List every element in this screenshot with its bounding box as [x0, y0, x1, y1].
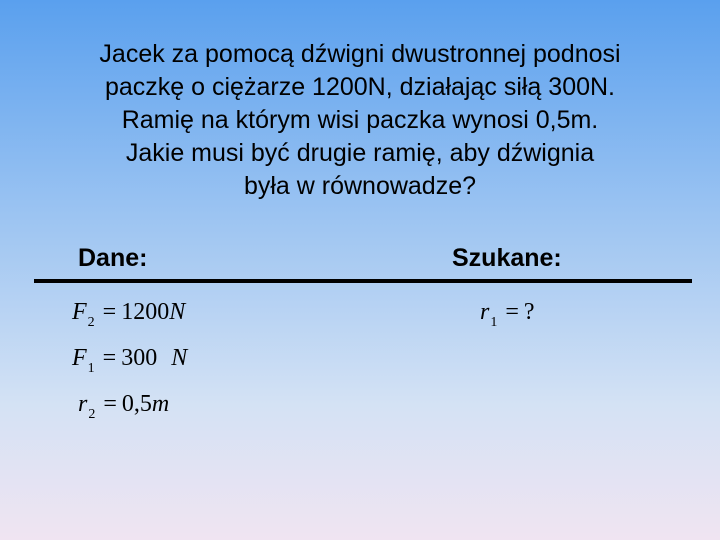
problem-statement: [40, 38, 680, 203]
divider-line: [34, 279, 692, 283]
formula-subscript: 2: [87, 315, 95, 330]
formula-equals: =: [103, 391, 117, 417]
problem-line: Jakie musi być drugie ramię, aby dźwignia: [125, 139, 595, 167]
given-heading: Dane:: [78, 244, 148, 272]
formula-equals: =: [102, 299, 117, 325]
formula-variable: r: [78, 391, 88, 417]
formula-subscript: 2: [88, 407, 96, 422]
formula-value: 300: [121, 345, 158, 371]
formula-unit: N: [169, 299, 186, 325]
problem-line: była w równowadze?: [243, 172, 477, 200]
formula-value: 1200: [121, 299, 170, 325]
formula-subscript: 1: [87, 361, 95, 376]
formula-variable: r: [480, 299, 490, 325]
problem-line: Jacek za pomocą dźwigni dwustronnej podnosi: [99, 40, 621, 68]
problem-line: paczkę o ciężarze 1200N, działając siłą 300N.: [105, 73, 615, 101]
formula-arm-1-unknown: [480, 298, 535, 330]
formula-equals: =: [102, 345, 117, 371]
formula-force-1: [72, 344, 187, 376]
formula-unit: m: [151, 391, 170, 417]
formula-unit: N: [171, 345, 188, 371]
formula-arm-2: [78, 390, 169, 422]
formula-variable: F: [72, 299, 87, 325]
formula-subscript: 1: [490, 315, 498, 330]
formula-variable: F: [72, 345, 87, 371]
problem-line: Ramię na którym wisi paczka wynosi 0,5m.: [121, 106, 599, 134]
formula-equals: =: [505, 299, 519, 325]
formula-value: 0,5: [121, 391, 152, 417]
sought-heading: Szukane:: [452, 244, 562, 272]
formula-force-2: [72, 298, 185, 330]
formula-value: ?: [523, 299, 535, 325]
